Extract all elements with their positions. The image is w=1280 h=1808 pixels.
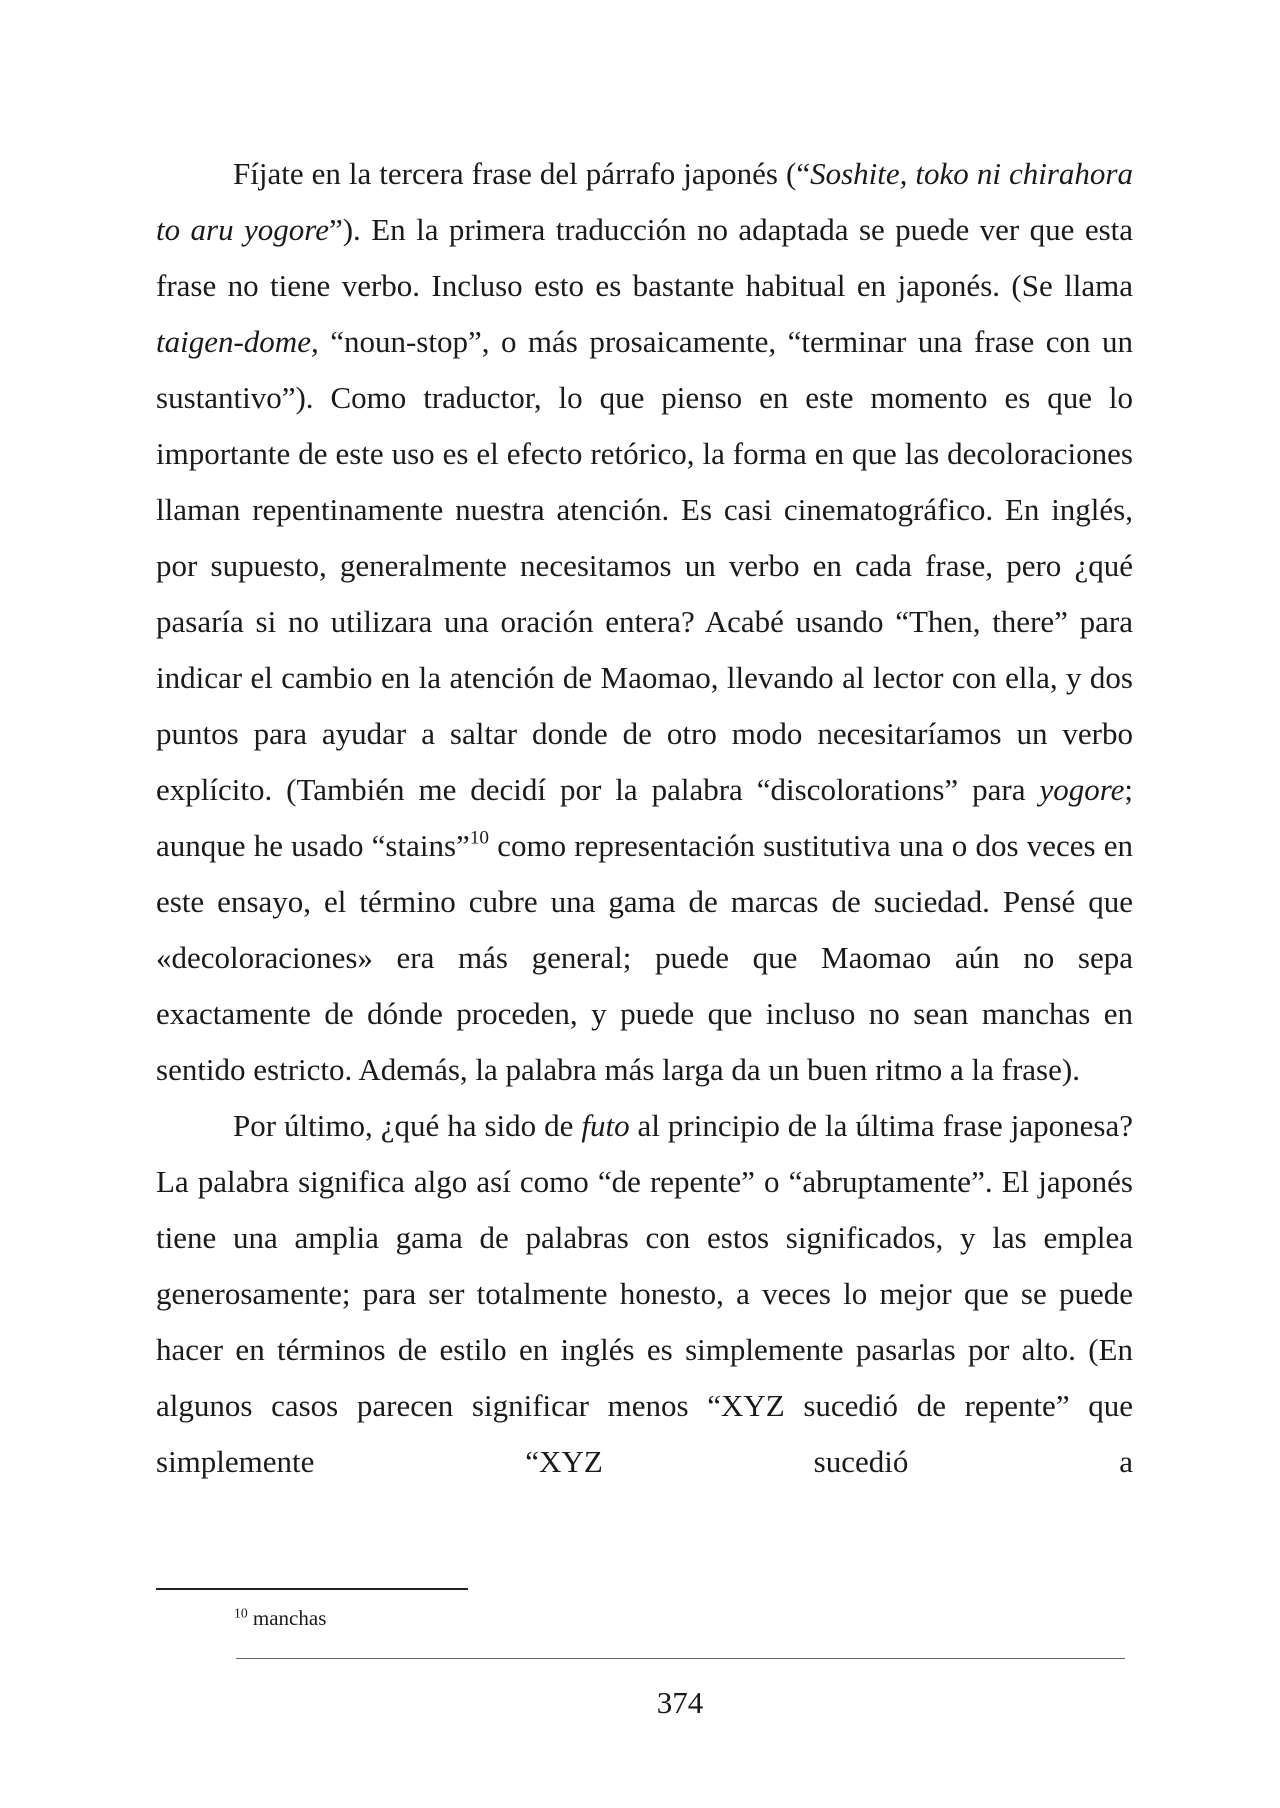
italic-term: futo <box>581 1108 630 1143</box>
footnote-reference[interactable]: 10 <box>469 827 490 849</box>
body-text <box>156 146 1133 1490</box>
paragraph-2 <box>156 1098 1133 1490</box>
footnote-separator <box>156 1588 468 1590</box>
text-run: “noun-stop”, o más prosaicamente, “terminar una frase con un sustantivo”). Como traductor, lo que pienso en este momento es que lo importante de este uso es el efecto retórico, la forma en que las decoloraciones llaman repentinamente nuestra atención. Es casi cinematográfico. En inglés, por supuesto, generalmente necesitamos un verbo en cada frase, pero ¿qué pasaría si no utilizara una oración entera? Acabé usando “Then, there” para indicar el cambio en la atención de Maomao, llevando al lector con ella, y dos puntos para ayudar a saltar donde de otro modo necesitaríamos un verbo explícito. (También me decidí por la palabra “discolorations” para <box>156 324 1133 807</box>
paragraph-1 <box>156 146 1133 1098</box>
text-run: ”). En la primera traducción no adaptada se puede ver que esta frase no tiene verbo. Incluso esto es bastante habitual en japonés. (Se llama <box>156 212 1134 303</box>
text-run: Por último, ¿qué ha sido de <box>233 1108 582 1143</box>
page-number: 374 <box>656 1685 704 1720</box>
italic-japanese-phrase: Soshite, toko ni chirahora to aru yogore <box>156 156 1133 247</box>
italic-term: yogore <box>1039 772 1125 807</box>
footnote-number: 10 <box>234 1605 248 1621</box>
footnote <box>234 1603 326 1633</box>
footer-rule <box>236 1658 1125 1659</box>
footnote-text: manchas <box>252 1606 327 1630</box>
text-run: al principio de la última frase japonesa? La palabra significa algo así como “de repente” o “abruptamente”. El japonés tiene una amplia gama de palabras con estos significados, y las emplea generosamente; para ser totalmente honesto, a veces lo mejor que se puede hacer en términos de estilo en inglés es simplemente pasarlas por alto. (En algunos casos parecen significar menos “XYZ sucedió de repente” que simplemente “XYZ sucedió a <box>156 1108 1133 1479</box>
italic-term: taigen-dome, <box>156 324 319 359</box>
text-run: Fíjate en la tercera frase del párrafo japonés (“ <box>233 156 811 191</box>
text-run: ; aunque he usado “stains” <box>156 772 1133 863</box>
text-run: como representación sustitutiva una o dos veces en este ensayo, el término cubre una gama de marcas de suciedad. Pensé que «decoloraciones» era más general; puede que Maomao aún no sepa exactamente de dónde proceden, y puede que incluso no sean manchas en sentido estricto. Además, la palabra más larga da un buen ritmo a la frase). <box>156 828 1134 1087</box>
